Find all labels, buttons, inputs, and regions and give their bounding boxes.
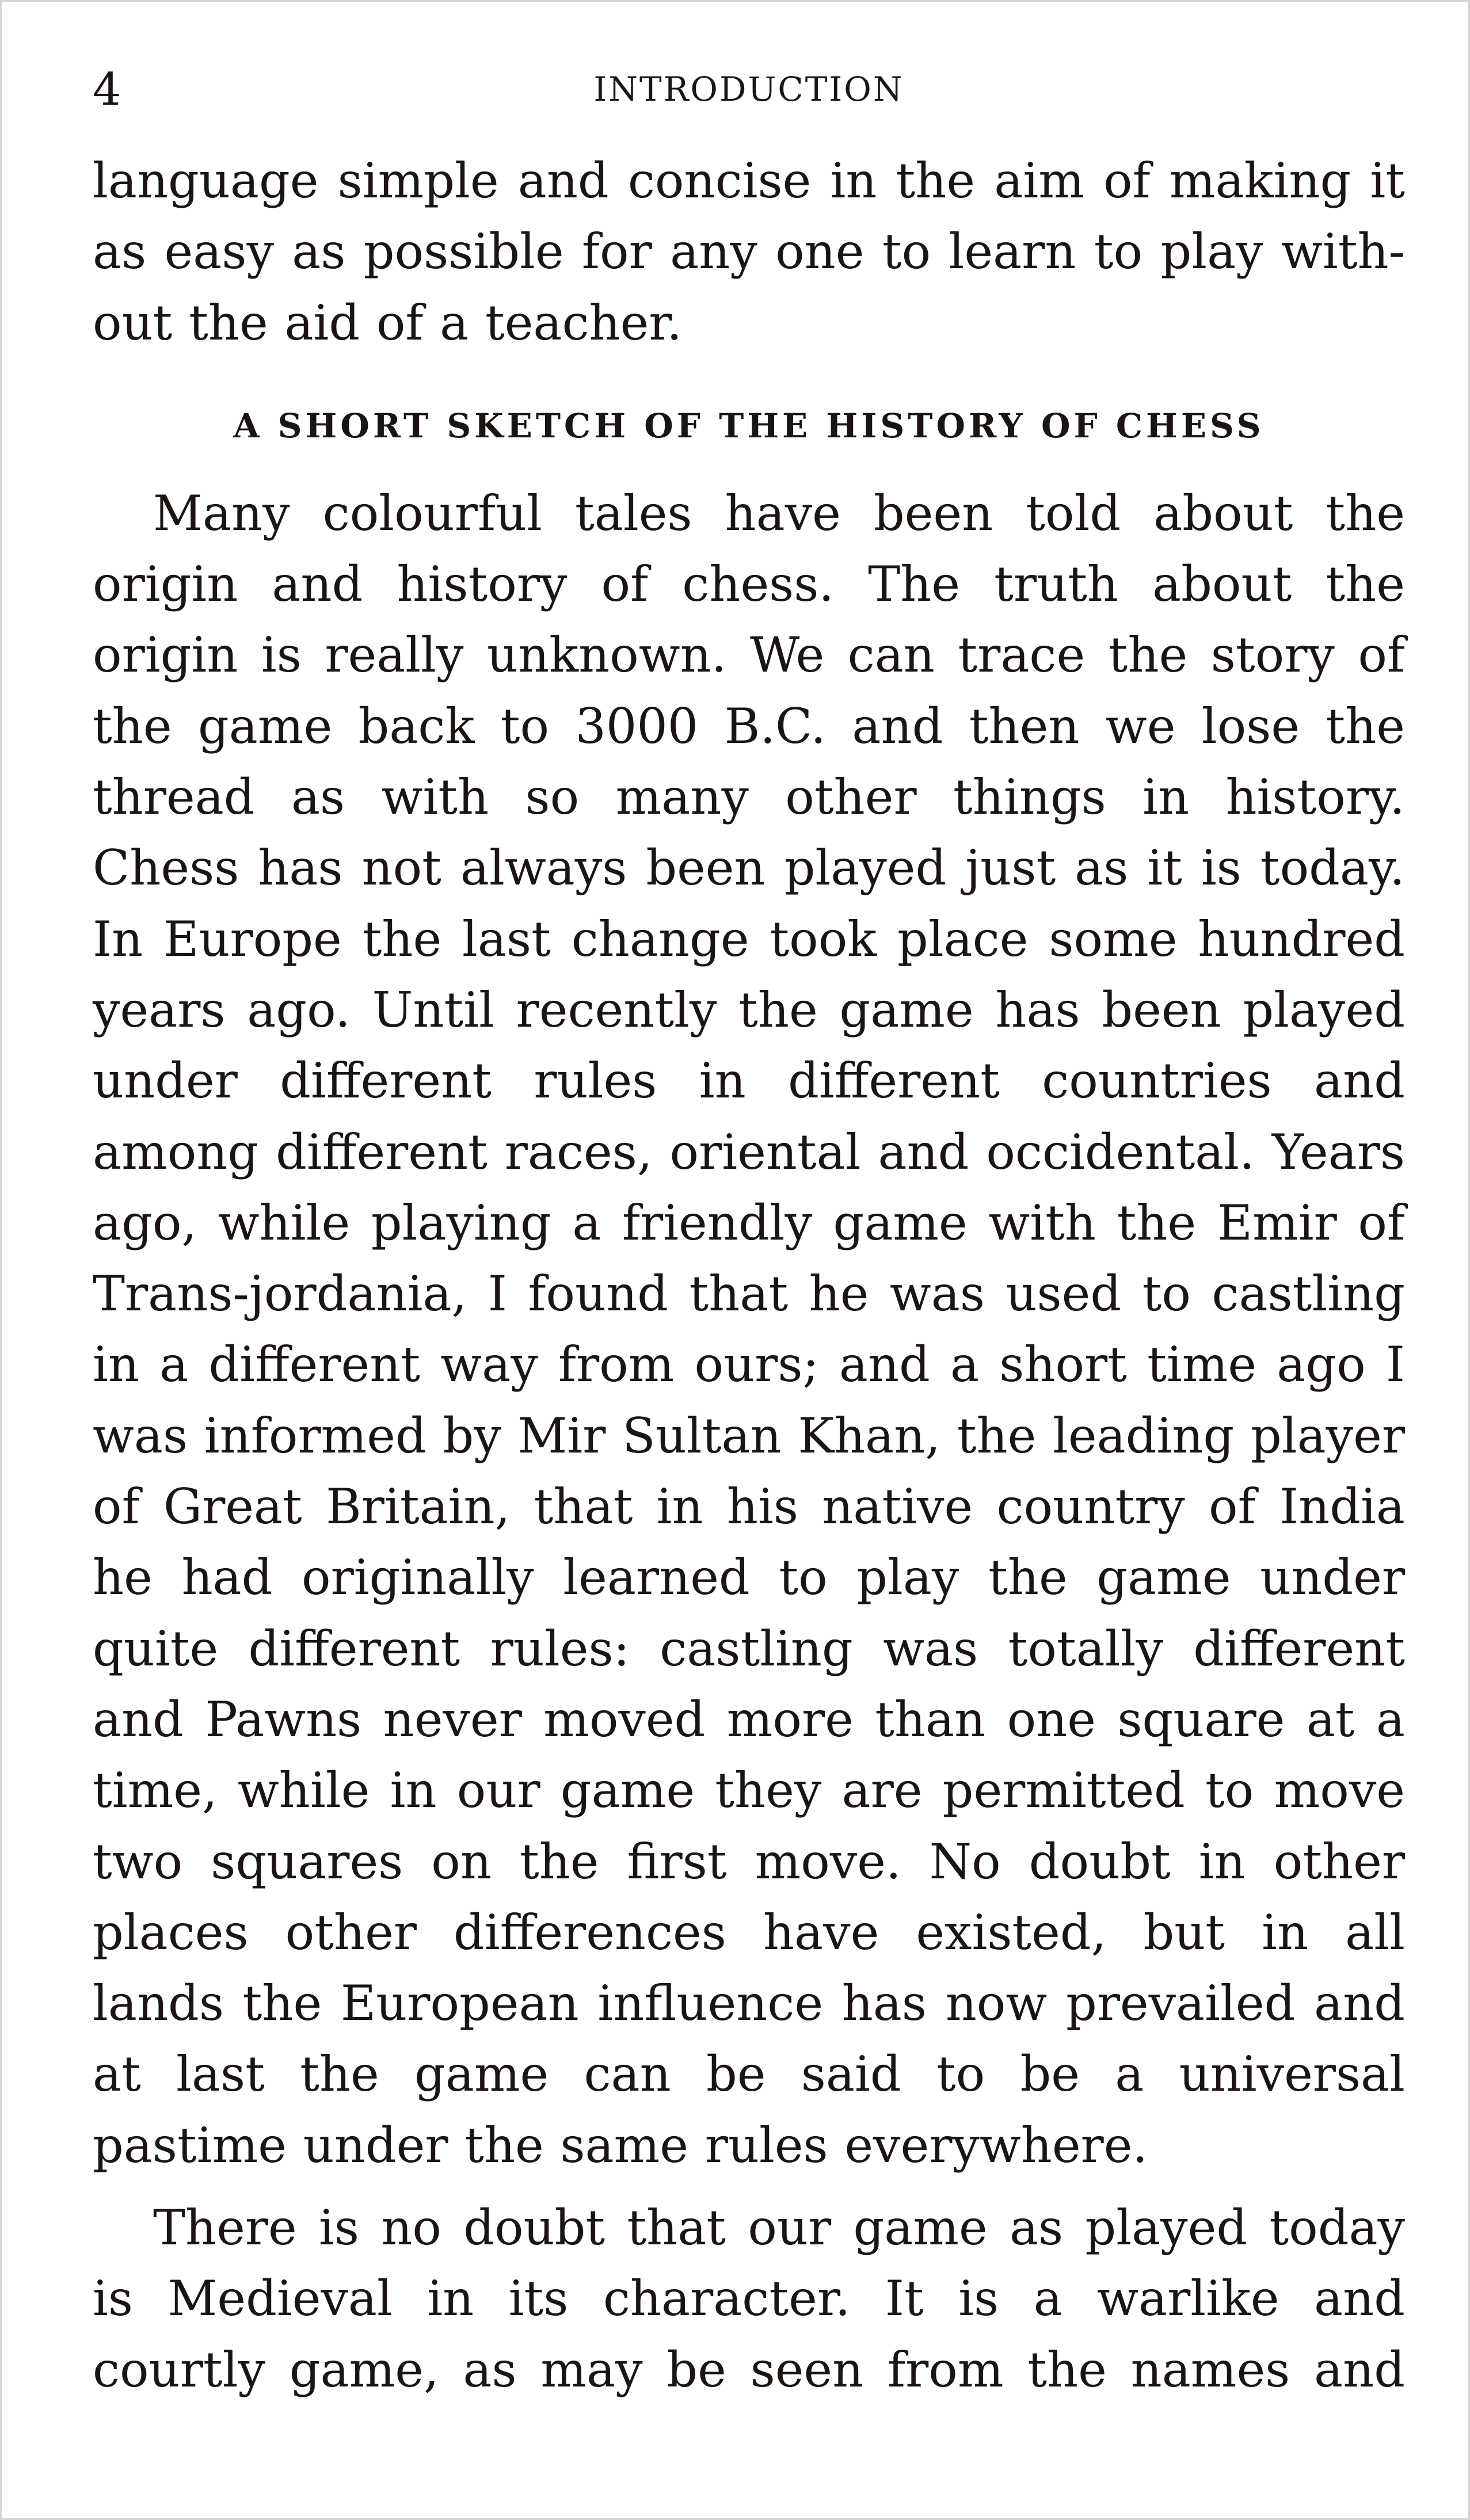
history-paragraph-1: Many colourful tales have been told about the origin and history of chess. The truth about the origin is really unknown. We can trace the story of the game back to 3000 B.C. and then we lose the thread as with so many other things in history. Chess has not always been played just as it is today. In Europe the last change took place some hundred years ago. Until recently the game has been played under different rules in different countries and among different races, oriental and occidental. Years ago, while playing a friendly game with the Emir of Trans-jordania, I found that he was used to castling in a different way from ours; and a short time ago I was informed by Mir Sultan Khan, the leading player of Great Britain, that in his native country of India he had originally learned to play the game under quite different rules: castling was totally different and Pawns never moved more than one square at a time, while in our game they are permitted to move two squares on the first move. No doubt in other places other differences have existed, but in all lands the European influence has now prevailed and at last the game can be said to be a universal pastime under the same rules everywhere. bbox=[93, 485, 1405, 2174]
body-text bbox=[93, 146, 1405, 2405]
opening-paragraph: language simple and concise in the aim of making it as easy as possible for any one to learn to play with-out the aid of a teacher. bbox=[93, 153, 1405, 351]
running-title: INTRODUCTION bbox=[593, 70, 904, 109]
page-number: 4 bbox=[93, 64, 121, 116]
running-head bbox=[93, 56, 1405, 120]
history-paragraph-2: There is no doubt that our game as played today is Medieval in its character. It is a warlike and courtly game, as may be seen from the names and bbox=[93, 2199, 1405, 2398]
section-heading: A SHORT SKETCH OF THE HISTORY OF CHESS bbox=[233, 406, 1265, 445]
